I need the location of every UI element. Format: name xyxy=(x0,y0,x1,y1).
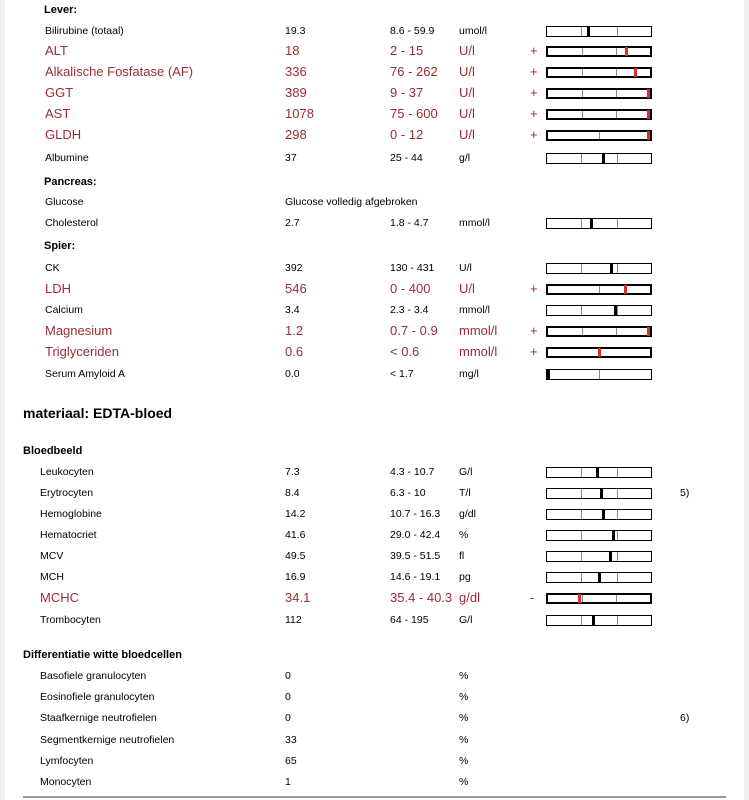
test-name: Eosinofiele granulocyten xyxy=(40,691,155,703)
unit: mmol/l xyxy=(459,344,498,359)
range-bar-tick xyxy=(617,573,618,582)
range-bar-marker xyxy=(590,218,593,229)
test-value: 1.2 xyxy=(285,323,304,338)
range-bar-marker xyxy=(625,47,628,56)
range-bar-marker xyxy=(602,153,605,164)
test-value: 298 xyxy=(285,127,307,142)
abnormal-flag: + xyxy=(530,43,538,58)
reference-range: 0 - 12 xyxy=(390,127,424,142)
range-bar xyxy=(546,284,652,295)
range-bar-tick xyxy=(616,48,617,55)
abnormal-flag: + xyxy=(530,64,538,79)
range-bar-marker xyxy=(598,572,601,583)
range-bar xyxy=(546,46,652,57)
test-value: 392 xyxy=(285,262,303,274)
range-bar xyxy=(546,530,652,541)
test-value: 16.9 xyxy=(285,571,306,583)
test-name: Lymfocyten xyxy=(40,755,94,767)
footnote-ref: 5) xyxy=(680,487,690,499)
test-value: 41.6 xyxy=(285,529,306,541)
range-bar-tick xyxy=(599,132,600,139)
range-bar-tick xyxy=(581,616,582,625)
test-value: 336 xyxy=(285,64,307,79)
material-title: materiaal: EDTA-bloed xyxy=(23,405,173,421)
reference-range: 6.3 - 10 xyxy=(390,487,426,499)
range-bar-tick xyxy=(616,328,617,335)
test-name: ALT xyxy=(45,43,68,58)
range-bar xyxy=(546,572,652,583)
unit: % xyxy=(459,755,469,767)
range-bar-tick xyxy=(582,48,583,55)
reference-range: 9 - 37 xyxy=(390,85,424,100)
test-name: Erytrocyten xyxy=(40,487,94,499)
footnote-ref: 6) xyxy=(680,712,690,724)
range-bar-tick xyxy=(599,370,600,379)
test-value: 14.2 xyxy=(285,508,306,520)
abnormal-flag: - xyxy=(530,590,535,605)
test-value: 37 xyxy=(285,152,297,164)
unit: g/dl xyxy=(459,590,480,605)
range-bar-tick xyxy=(617,154,618,163)
reference-range: 35.4 - 40.3 xyxy=(390,590,453,605)
test-name: Alkalische Fosfatase (AF) xyxy=(45,64,194,79)
range-bar-tick xyxy=(617,552,618,561)
test-name: MCHC xyxy=(40,590,79,605)
unit: % xyxy=(459,712,469,724)
unit: mmol/l xyxy=(459,217,490,229)
range-bar xyxy=(546,153,652,164)
range-bar xyxy=(546,326,652,337)
test-value: 389 xyxy=(285,85,307,100)
range-bar-marker xyxy=(647,89,650,98)
unit: mmol/l xyxy=(459,304,490,316)
reference-range: 130 - 431 xyxy=(390,262,435,274)
lab-report-page xyxy=(5,0,744,800)
test-value: 33 xyxy=(285,734,297,746)
test-name: Hemoglobine xyxy=(40,508,102,520)
range-bar xyxy=(546,26,652,37)
unit: mg/l xyxy=(459,368,479,380)
reference-range: < 0.6 xyxy=(390,344,420,359)
range-bar xyxy=(546,615,652,626)
range-bar-tick xyxy=(617,306,618,315)
test-name: Glucose xyxy=(45,196,84,208)
range-bar-tick xyxy=(582,328,583,335)
test-name: Serum Amyloid A xyxy=(45,368,125,380)
unit: U/l xyxy=(459,64,475,79)
test-value: 0.0 xyxy=(285,368,300,380)
range-bar xyxy=(546,593,652,604)
range-bar-tick xyxy=(581,468,582,477)
range-bar-marker xyxy=(647,327,650,336)
range-bar-marker xyxy=(598,348,601,357)
reference-range: 0 - 400 xyxy=(390,281,431,296)
reference-range: 29.0 - 42.4 xyxy=(390,529,441,541)
test-name: Triglyceriden xyxy=(45,344,119,359)
test-value: 1 xyxy=(285,776,291,788)
range-bar-tick xyxy=(581,552,582,561)
section-heading: Bloedbeeld xyxy=(23,445,83,457)
test-value: 2.7 xyxy=(285,217,300,229)
test-name: Calcium xyxy=(45,304,83,316)
unit: U/l xyxy=(459,85,475,100)
range-bar-marker xyxy=(647,131,650,140)
test-value: 7.3 xyxy=(285,466,300,478)
unit: % xyxy=(459,691,469,703)
range-bar-tick xyxy=(617,531,618,540)
test-name: Staafkernige neutrofielen xyxy=(40,712,157,724)
test-name: Monocyten xyxy=(40,776,92,788)
reference-range: 4.3 - 10.7 xyxy=(390,466,435,478)
range-bar xyxy=(546,551,652,562)
test-name: Hematocriet xyxy=(40,529,97,541)
test-name: MCH xyxy=(40,571,64,583)
test-value: 34.1 xyxy=(285,590,311,605)
range-bar-tick xyxy=(582,595,583,602)
range-bar xyxy=(546,218,652,229)
range-bar-tick xyxy=(581,510,582,519)
range-bar-tick xyxy=(582,69,583,76)
unit: U/l xyxy=(459,281,475,296)
range-bar xyxy=(546,130,652,141)
test-value: 18 xyxy=(285,43,300,58)
test-value: 0 xyxy=(285,712,291,724)
reference-range: 75 - 600 xyxy=(390,106,438,121)
range-bar-tick xyxy=(617,219,618,228)
unit: g/dl xyxy=(459,508,476,520)
test-name: CK xyxy=(45,262,60,274)
range-bar xyxy=(546,347,652,358)
abnormal-flag: + xyxy=(530,323,538,338)
unit: T/l xyxy=(459,487,471,499)
range-bar-tick xyxy=(617,616,618,625)
range-bar xyxy=(546,67,652,78)
range-bar xyxy=(546,88,652,99)
test-name: LDH xyxy=(45,281,72,296)
unit: fl xyxy=(459,550,465,562)
range-bar-marker xyxy=(634,68,637,77)
range-bar-tick xyxy=(581,531,582,540)
range-bar-tick xyxy=(617,489,618,498)
test-value: 0 xyxy=(285,691,291,703)
range-bar-tick xyxy=(582,90,583,97)
test-value: 3.4 xyxy=(285,304,300,316)
reference-range: 10.7 - 16.3 xyxy=(390,508,441,520)
abnormal-flag: + xyxy=(530,281,538,296)
reference-range: 2 - 15 xyxy=(390,43,424,58)
section-heading: Pancreas: xyxy=(44,176,97,188)
range-bar-tick xyxy=(581,154,582,163)
range-bar-tick xyxy=(582,111,583,118)
abnormal-flag: + xyxy=(530,127,538,142)
range-bar-tick xyxy=(616,90,617,97)
test-name: GGT xyxy=(45,85,74,100)
range-bar-tick xyxy=(581,27,582,36)
range-bar-tick xyxy=(581,306,582,315)
range-bar-tick xyxy=(616,595,617,602)
test-value: 65 xyxy=(285,755,297,767)
unit: umol/l xyxy=(459,25,488,37)
range-bar-marker xyxy=(647,110,650,119)
test-name: Magnesium xyxy=(45,323,113,338)
range-bar-marker xyxy=(612,530,615,541)
reference-range: 8.6 - 59.9 xyxy=(390,25,435,37)
range-bar xyxy=(546,509,652,520)
unit: G/l xyxy=(459,614,473,626)
range-bar-tick xyxy=(581,264,582,273)
test-name: Basofiele granulocyten xyxy=(40,670,147,682)
range-bar-tick xyxy=(616,111,617,118)
reference-range: 39.5 - 51.5 xyxy=(390,550,441,562)
section-heading: Lever: xyxy=(44,4,78,16)
range-bar-tick xyxy=(581,489,582,498)
abnormal-flag: + xyxy=(530,344,538,359)
range-bar-marker xyxy=(592,615,595,626)
section-heading: Differentiatie witte bloedcellen xyxy=(23,649,182,661)
test-value: Glucose volledig afgebroken xyxy=(285,196,418,208)
unit: pg xyxy=(459,571,471,583)
unit: % xyxy=(459,776,469,788)
reference-range: 14.6 - 19.1 xyxy=(390,571,441,583)
test-name: GLDH xyxy=(45,127,82,142)
range-bar-tick xyxy=(581,219,582,228)
range-bar xyxy=(546,263,652,274)
test-name: Segmentkernige neutrofielen xyxy=(40,734,175,746)
range-bar-marker xyxy=(602,509,605,520)
test-name: Leukocyten xyxy=(40,466,94,478)
test-value: 49.5 xyxy=(285,550,306,562)
range-bar-marker xyxy=(596,467,599,478)
unit: U/l xyxy=(459,43,475,58)
unit: U/l xyxy=(459,127,475,142)
range-bar-tick xyxy=(617,27,618,36)
test-value: 19.3 xyxy=(285,25,306,37)
range-bar-marker xyxy=(578,594,581,603)
range-bar-marker xyxy=(624,285,627,294)
range-bar-tick xyxy=(617,468,618,477)
range-bar-marker xyxy=(610,263,613,274)
unit: g/l xyxy=(459,152,471,164)
range-bar xyxy=(546,109,652,120)
unit: % xyxy=(459,670,469,682)
abnormal-flag: + xyxy=(530,85,538,100)
test-name: MCV xyxy=(40,550,64,562)
test-value: 546 xyxy=(285,281,307,296)
test-name: Albumine xyxy=(45,152,89,164)
reference-range: 76 - 262 xyxy=(390,64,438,79)
test-name: Cholesterol xyxy=(45,217,99,229)
unit: % xyxy=(459,529,469,541)
range-bar xyxy=(546,467,652,478)
range-bar-marker xyxy=(614,305,617,316)
test-value: 112 xyxy=(285,614,302,626)
reference-range: 1.8 - 4.7 xyxy=(390,217,429,229)
unit: % xyxy=(459,734,469,746)
range-bar xyxy=(546,305,652,316)
reference-range: 64 - 195 xyxy=(390,614,429,626)
reference-range: 25 - 44 xyxy=(390,152,423,164)
unit: U/l xyxy=(459,106,475,121)
range-bar-marker xyxy=(587,26,590,37)
test-value: 0 xyxy=(285,670,291,682)
range-bar-tick xyxy=(581,573,582,582)
abnormal-flag: + xyxy=(530,106,538,121)
range-bar-marker xyxy=(609,551,612,562)
test-name: Trombocyten xyxy=(40,614,101,626)
range-bar-tick xyxy=(617,510,618,519)
unit: mmol/l xyxy=(459,323,498,338)
reference-range: < 1.7 xyxy=(390,368,414,380)
range-bar-tick xyxy=(616,69,617,76)
range-bar xyxy=(546,488,652,499)
range-bar-tick xyxy=(617,264,618,273)
reference-range: 2.3 - 3.4 xyxy=(390,304,429,316)
section-heading: Spier: xyxy=(44,240,76,252)
unit: U/l xyxy=(459,262,472,274)
page-bottom-rule xyxy=(23,796,726,798)
range-bar xyxy=(546,369,652,380)
range-bar-marker xyxy=(600,488,603,499)
range-bar-marker xyxy=(547,369,550,380)
reference-range: 0.7 - 0.9 xyxy=(390,323,438,338)
test-name: Bilirubine (totaal) xyxy=(45,25,124,37)
unit: G/l xyxy=(459,466,473,478)
test-value: 0.6 xyxy=(285,344,304,359)
range-bar-tick xyxy=(599,286,600,293)
test-value: 1078 xyxy=(285,106,314,121)
test-name: AST xyxy=(45,106,71,121)
test-value: 8.4 xyxy=(285,487,300,499)
